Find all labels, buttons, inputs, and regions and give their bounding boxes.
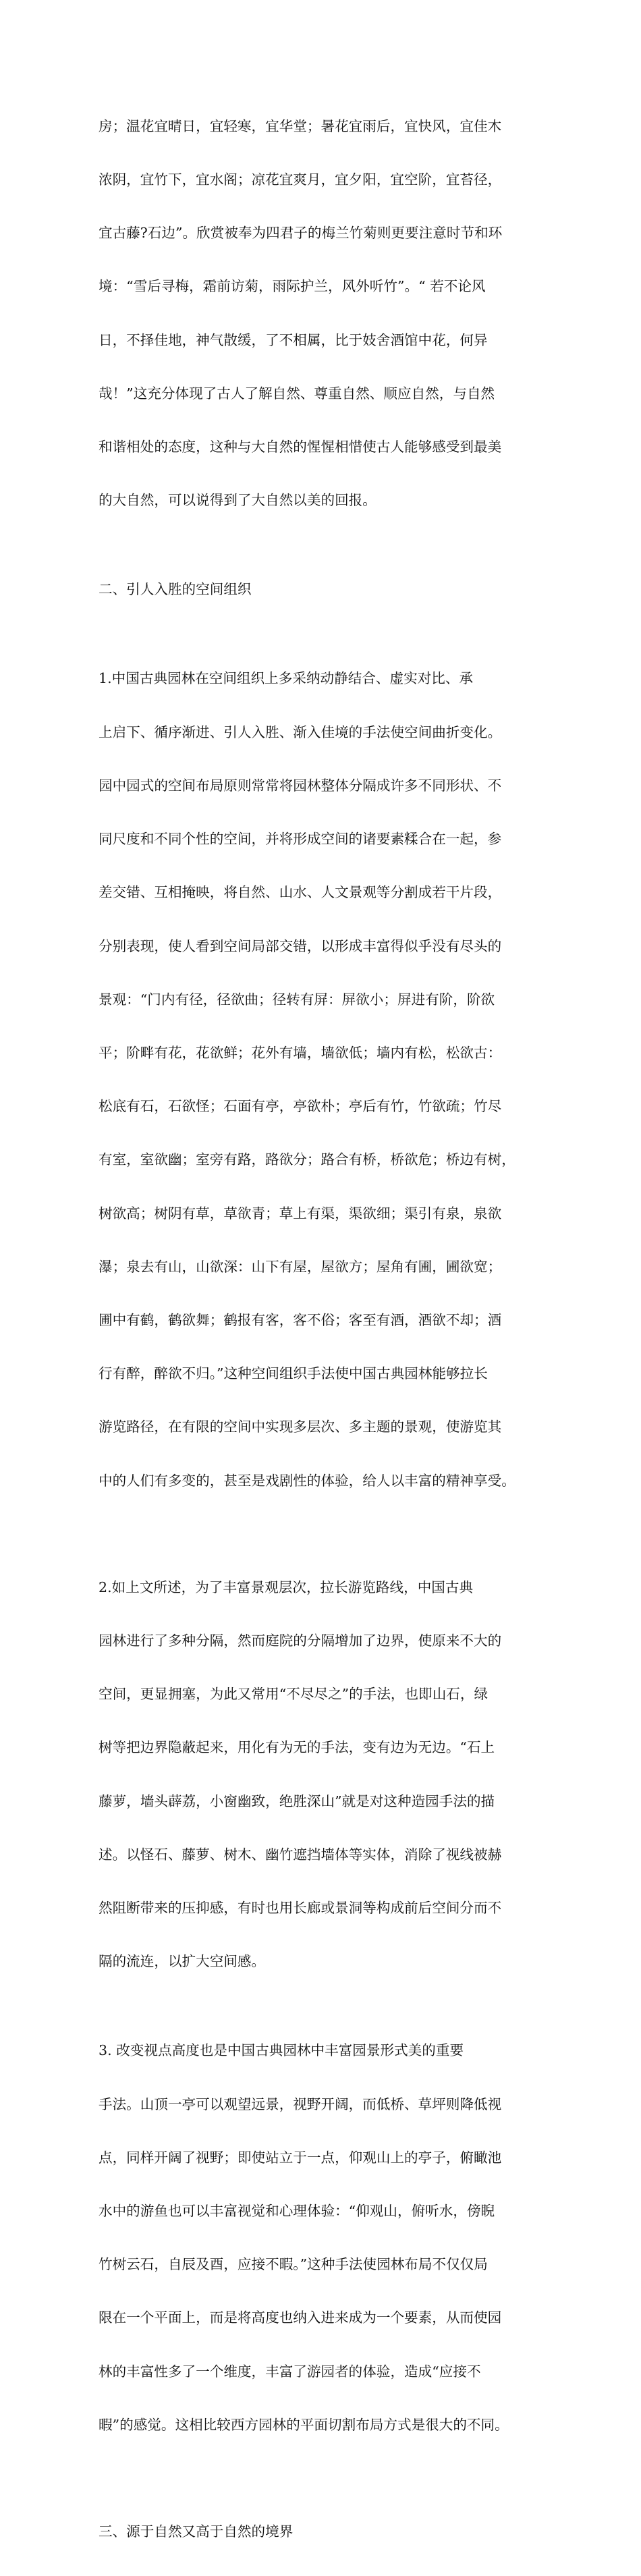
text-line: 哉！”这充分体现了古人了解自然、尊重自然、顺应自然，与自然: [99, 385, 495, 402]
text-line: 树欲高；树阴有草，草欲青；草上有渠，渠欲细；渠引有泉，泉欲: [99, 1205, 502, 1222]
text-line: 日，不择佳地，神气散缓，了不相属，比于妓舍酒馆中花，何异: [99, 331, 488, 348]
section-heading: 三、源于自然又高于自然的境界: [99, 2523, 294, 2540]
text-line: 然阻断带来的压抑感，有时也用长廊或景洞等构成前后空间分而不: [99, 1900, 502, 1917]
text-line: 房；温花宜晴日，宜轻寒，宜华堂；暑花宜雨后，宜快风，宜佳木: [99, 117, 502, 134]
section-heading-3: [99, 2487, 551, 2576]
text-line: 分别表现，使人看到空间局部交错，以形成丰富得似乎没有尽头的: [99, 937, 502, 954]
text-line: 树等把边界隐蔽起来，用化有为无的手法，变有边为无边。“石上: [99, 1739, 495, 1756]
blank-line: [99, 1525, 551, 1543]
text-line: 手法。山顶一亭可以观望远景，视野开阔，而低桥、草坪则降低视: [99, 2095, 502, 2112]
text-line: 上启下、循序渐进、引人入胜、渐入佳境的手法使空间曲折变化。: [99, 723, 502, 740]
text-line: 瀑；泉去有山，山欲深：山下有屋，屋欲方；屋角有圃，圃欲宽；: [99, 1258, 502, 1275]
text-line: 竹树云石，自辰及酉，应接不暇。”这种手法使园林布局不仅仅局: [99, 2256, 488, 2273]
text-line: 空间，更显拥塞，为此又常用“不尽尽之”的手法，也即山石，绿: [99, 1686, 489, 1703]
text-line: 境：“雪后寻梅，霜前访菊，雨际护兰，风外听竹”。“ 若不论风: [99, 278, 486, 295]
text-line: 松底有石，石欲怪；石面有亭，亭欲朴；亭后有竹，竹欲疏；竹尽: [99, 1098, 502, 1115]
paragraph-point-3: [99, 2006, 551, 2469]
text-line: 隔的流连，以扩大空间感。: [99, 1953, 266, 1970]
text-line: 景观：“门内有径，径欲曲；径转有屏：屏欲小；屏进有阶，阶欲: [99, 991, 495, 1008]
text-line: 园中园式的空间布局原则常常将园林整体分隔成许多不同形状、不: [99, 777, 502, 794]
text-line: 水中的游鱼也可以丰富视觉和心理体验：“仰观山，俯听水，傍睨: [99, 2202, 495, 2219]
paragraph-point-2: [99, 1543, 551, 2006]
blank-line: [99, 2469, 551, 2487]
text-line: 点，同样开阔了视野；即使站立于一点，仰观山上的亭子，俯瞰池: [99, 2149, 502, 2166]
section-heading-2: [99, 545, 551, 634]
text-line: 和谐相处的态度，这种与大自然的惺惺相惜使古人能够感受到最美: [99, 439, 502, 456]
paragraph-point-1: [99, 634, 551, 1525]
text-line: 平；阶畔有花，花欲鲜；花外有墙，墙欲低；墙内有松，松欲古：: [99, 1044, 502, 1061]
section-heading: 二、引人入胜的空间组织: [99, 581, 252, 598]
text-line: 浓阴，宜竹下，宜水阁；凉花宜爽月，宜夕阳，宜空阶，宜苔径，: [99, 171, 502, 188]
text-line: 暇”的感觉。这相比较西方园林的平面切割布局方式是很大的不同。: [99, 2416, 509, 2433]
paragraph-seasonal-flowers: [99, 82, 551, 545]
text-line: 宜古藤?石边”。欣赏被奉为四君子的梅兰竹菊则更要注意时节和环: [99, 225, 503, 242]
text-line: 同尺度和不同个性的空间，并将形成空间的诸要素糅合在一起，参: [99, 831, 502, 848]
text-line: 林的丰富性多了一个维度，丰富了游园者的体验，造成“应接不: [99, 2363, 481, 2380]
document-body: [99, 82, 551, 2576]
text-line: 藤萝，墙头薜荔，小窗幽致，绝胜深山”就是对这种造园手法的描: [99, 1792, 495, 1809]
text-line: 2.如上文所述，为了丰富景观层次，拉长游览路线，中国古典: [99, 1579, 474, 1595]
text-line: 1.中国古典园林在空间组织上多采纳动静结合、虚实对比、承: [99, 670, 474, 687]
text-line: 有室，室欲幽；室旁有路，路欲分；路合有桥，桥欲危；桥边有树，: [99, 1151, 515, 1168]
text-line: 园林进行了多种分隔，然而庭院的分隔增加了边界，使原来不大的: [99, 1632, 502, 1649]
text-line: 的大自然，可以说得到了大自然以美的回报。: [99, 492, 377, 509]
text-line: 述。以怪石、藤萝、树木、幽竹遮挡墙体等实体，消除了视线被赫: [99, 1846, 502, 1863]
text-line: 行有醉，醉欲不归。”这种空间组织手法使中国古典园林能够拉长: [99, 1365, 488, 1382]
text-line: 3. 改变视点高度也是中国古典园林中丰富园景形式美的重要: [99, 2042, 464, 2059]
text-line: 限在一个平面上，而是将高度也纳入进来成为一个要素，从而使园: [99, 2309, 502, 2326]
text-line: 中的人们有多变的，甚至是戏剧性的体验，给人以丰富的精神享受。: [99, 1472, 515, 1489]
text-line: 差交错、互相掩映，将自然、山水、人文景观等分割成若干片段，: [99, 884, 502, 901]
text-line: 游览路径，在有限的空间中实现多层次、多主题的景观，使游览其: [99, 1419, 502, 1435]
text-line: 圃中有鹤，鹤欲舞；鹤报有客，客不俗；客至有酒，酒欲不却；酒: [99, 1312, 502, 1329]
